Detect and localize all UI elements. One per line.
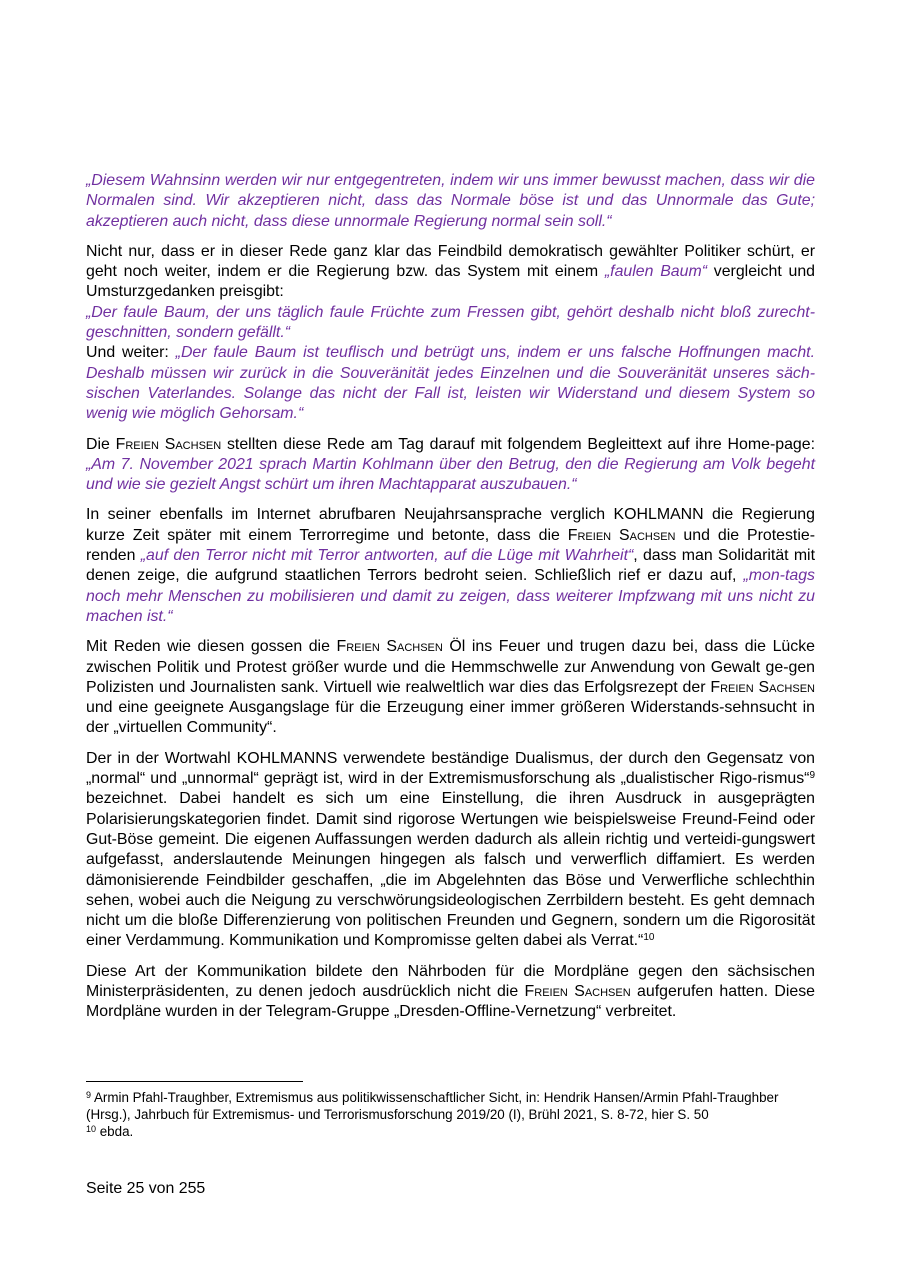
body-text-run: Die <box>86 435 116 453</box>
footnote-number: 10 <box>86 1124 97 1134</box>
body-text-run: Diese Art der Kommunikation bildete den Nährboden für die Mordpläne gegen den sächsischen Ministerpräsidenten, zu denen jedoch ausdrücklich nicht die <box>86 962 815 1000</box>
body-text-run: und die Protestie-renden <box>86 526 815 565</box>
body-text-run: bezeichnet. Dabei handelt es sich um eine Einstellung, die ihren Ausdruck in ausgeprägten Polarisierungskategorien findet. Damit sind rigorose Wertungen wie beispielsweise Freund-Feind oder Gut-Böse gemeint. Die eigenen Auffassungen werden dadurch als allein richtig und verteidi-gungswert aufgefasst, anderslautende Meinungen hingegen als falsch und verwerflich diffamiert. Es werden dämonisierende Feindbilder geschaffen, „die im Abgelehnten das Böse und Verwerfliche schlechthin sehen, wobei auch die Neigung zu verschwörungsideologischen Zerrbildern besteht. Es geht demnach nicht um die bloße Differenzierung von politischen Freunden und Gegnern, sondern um die Rigorosität einer Verdammung. Kommunikation und Kompromisse gelten dabei als Verrat.“ <box>86 790 815 950</box>
quote-text: „faulen Baum“ <box>604 263 708 281</box>
footnote-9 <box>86 1089 815 1123</box>
footnote-10 <box>86 1123 815 1140</box>
footnote-separator <box>86 1081 303 1082</box>
org-name: Freien Sachsen <box>524 982 631 1000</box>
org-name: Freien Sachsen <box>710 678 815 696</box>
quote-text: „Der faule Baum ist teuflisch und betrügt uns, indem er uns falsche Hoffnungen macht. Deshalb müssen wir zurück in die Souveränität jedes Einzelnen und die Souveränität unseres säch-sischen Vaterlandes. Solange das nicht der Fall ist, leisten wir Widerstand und diesem System so wenig wie möglich Gehorsam.“ <box>86 344 815 423</box>
quote-text: „Diesem Wahnsinn werden wir nur entgegentreten, indem wir uns immer bewusst machen, dass wir die Normalen sind. Wir akzeptieren nicht, dass das Normale böse ist und das Unnormale das Gute; akzeptieren auch nicht, dass diese unnormale Regierung normal sein soll.“ <box>86 172 815 230</box>
footnote-number: 9 <box>86 1090 92 1100</box>
body-text-run: Mit Reden wie diesen gossen die <box>86 638 337 656</box>
paragraph <box>86 505 815 627</box>
footnotes <box>86 1089 815 1140</box>
paragraph <box>86 962 815 1023</box>
body-text-run: aufgerufen hatten. Diese Mordpläne wurden in der Telegram-Gruppe „Dresden-Offline-Vernetzung“ verbreitet. <box>86 982 815 1021</box>
footnote-ref: 9 <box>809 770 815 782</box>
paragraph <box>86 435 815 496</box>
page-number: Seite 25 von 255 <box>86 1180 206 1197</box>
body-text-run: vergleicht und Umsturzgedanken preisgibt: <box>86 263 815 301</box>
body-text-run: In seiner ebenfalls im Internet abrufbaren Neujahrsansprache verglich KOHLMANN die Regierung kurze Zeit später mit einem Terrorregime und betonte, dass die <box>86 506 815 544</box>
body-text <box>86 171 815 1033</box>
body-text-run: Nicht nur, dass er in dieser Rede ganz klar das Feindbild demokratisch gewählter Politiker schürt, er geht noch weiter, indem er die Regierung bzw. das System mit einem <box>86 242 815 281</box>
footnote-text: Armin Pfahl-Traughber, Extremismus aus politikwissenschaftlicher Sicht, in: Hendrik Hansen/Armin Pfahl-Traughber (Hrsg.), Jahrbuch für Extremismus- und Terrorismusforschung 2019/20 (I), Brühl 2021, S. 8-72, hier S. 50 <box>86 1090 779 1122</box>
quote-text: „mon-tags noch mehr Menschen zu mobilisieren und damit zu zeigen, dass weiterer Impfzwang mit uns nicht zu machen ist.“ <box>86 567 815 625</box>
body-text-run: und eine geeignete Ausgangslage für die Erzeugung einer immer größeren Widerstands-sehnsucht in der „virtuellen Community“. <box>86 699 815 737</box>
body-text-run: Und weiter: <box>86 344 176 362</box>
org-name: Freien Sachsen <box>336 638 443 656</box>
paragraph <box>86 171 815 232</box>
quote-text: „Am 7. November 2021 sprach Martin Kohlmann über den Betrug, den die Regierung am Volk begeht und wie sie gezielt Angst schürt um ihren Machtapparat auszubauen.“ <box>86 455 815 494</box>
footnote-text: ebda. <box>96 1124 134 1139</box>
paragraph <box>86 749 815 952</box>
paragraph <box>86 242 815 425</box>
quote-text: „Der faule Baum, der uns täglich faule Früchte zum Fressen gibt, gehört deshalb nicht bloß zurecht-geschnitten, sondern gefällt.“ <box>86 303 815 342</box>
footnote-ref: 10 <box>643 932 655 944</box>
org-name: Freien Sachsen <box>115 435 222 453</box>
body-text-run: , dass man Solidarität mit denen zeige, die aufgrund staatlichen Terrors bedroht seien. Schließlich rief er dazu auf, <box>86 547 815 585</box>
body-text-run: Öl ins Feuer und trugen dazu bei, dass die Lücke zwischen Politik und Protest größer wurde und die Hemmschwelle zur Anwendung von Gewalt ge-gen Polizisten und Journalisten sank. Virtuell wie realweltlich war dies das Erfolgsrezept der <box>86 638 815 696</box>
body-text-run: Der in der Wortwahl KOHLMANNS verwendete beständige Dualismus, der durch den Gegensatz von „normal“ und „unnormal“ geprägt ist, wird in der Extremismusforschung als „dualistischer Rigo-rismus“ <box>86 749 815 788</box>
body-text-run: stellten diese Rede am Tag darauf mit folgendem Begleittext auf ihre Home-page: <box>221 435 816 453</box>
quote-text: „auf den Terror nicht mit Terror antworten, auf die Lüge mit Wahrheit“ <box>140 547 634 565</box>
paragraph <box>86 637 815 738</box>
org-name: Freien Sachsen <box>567 526 676 544</box>
